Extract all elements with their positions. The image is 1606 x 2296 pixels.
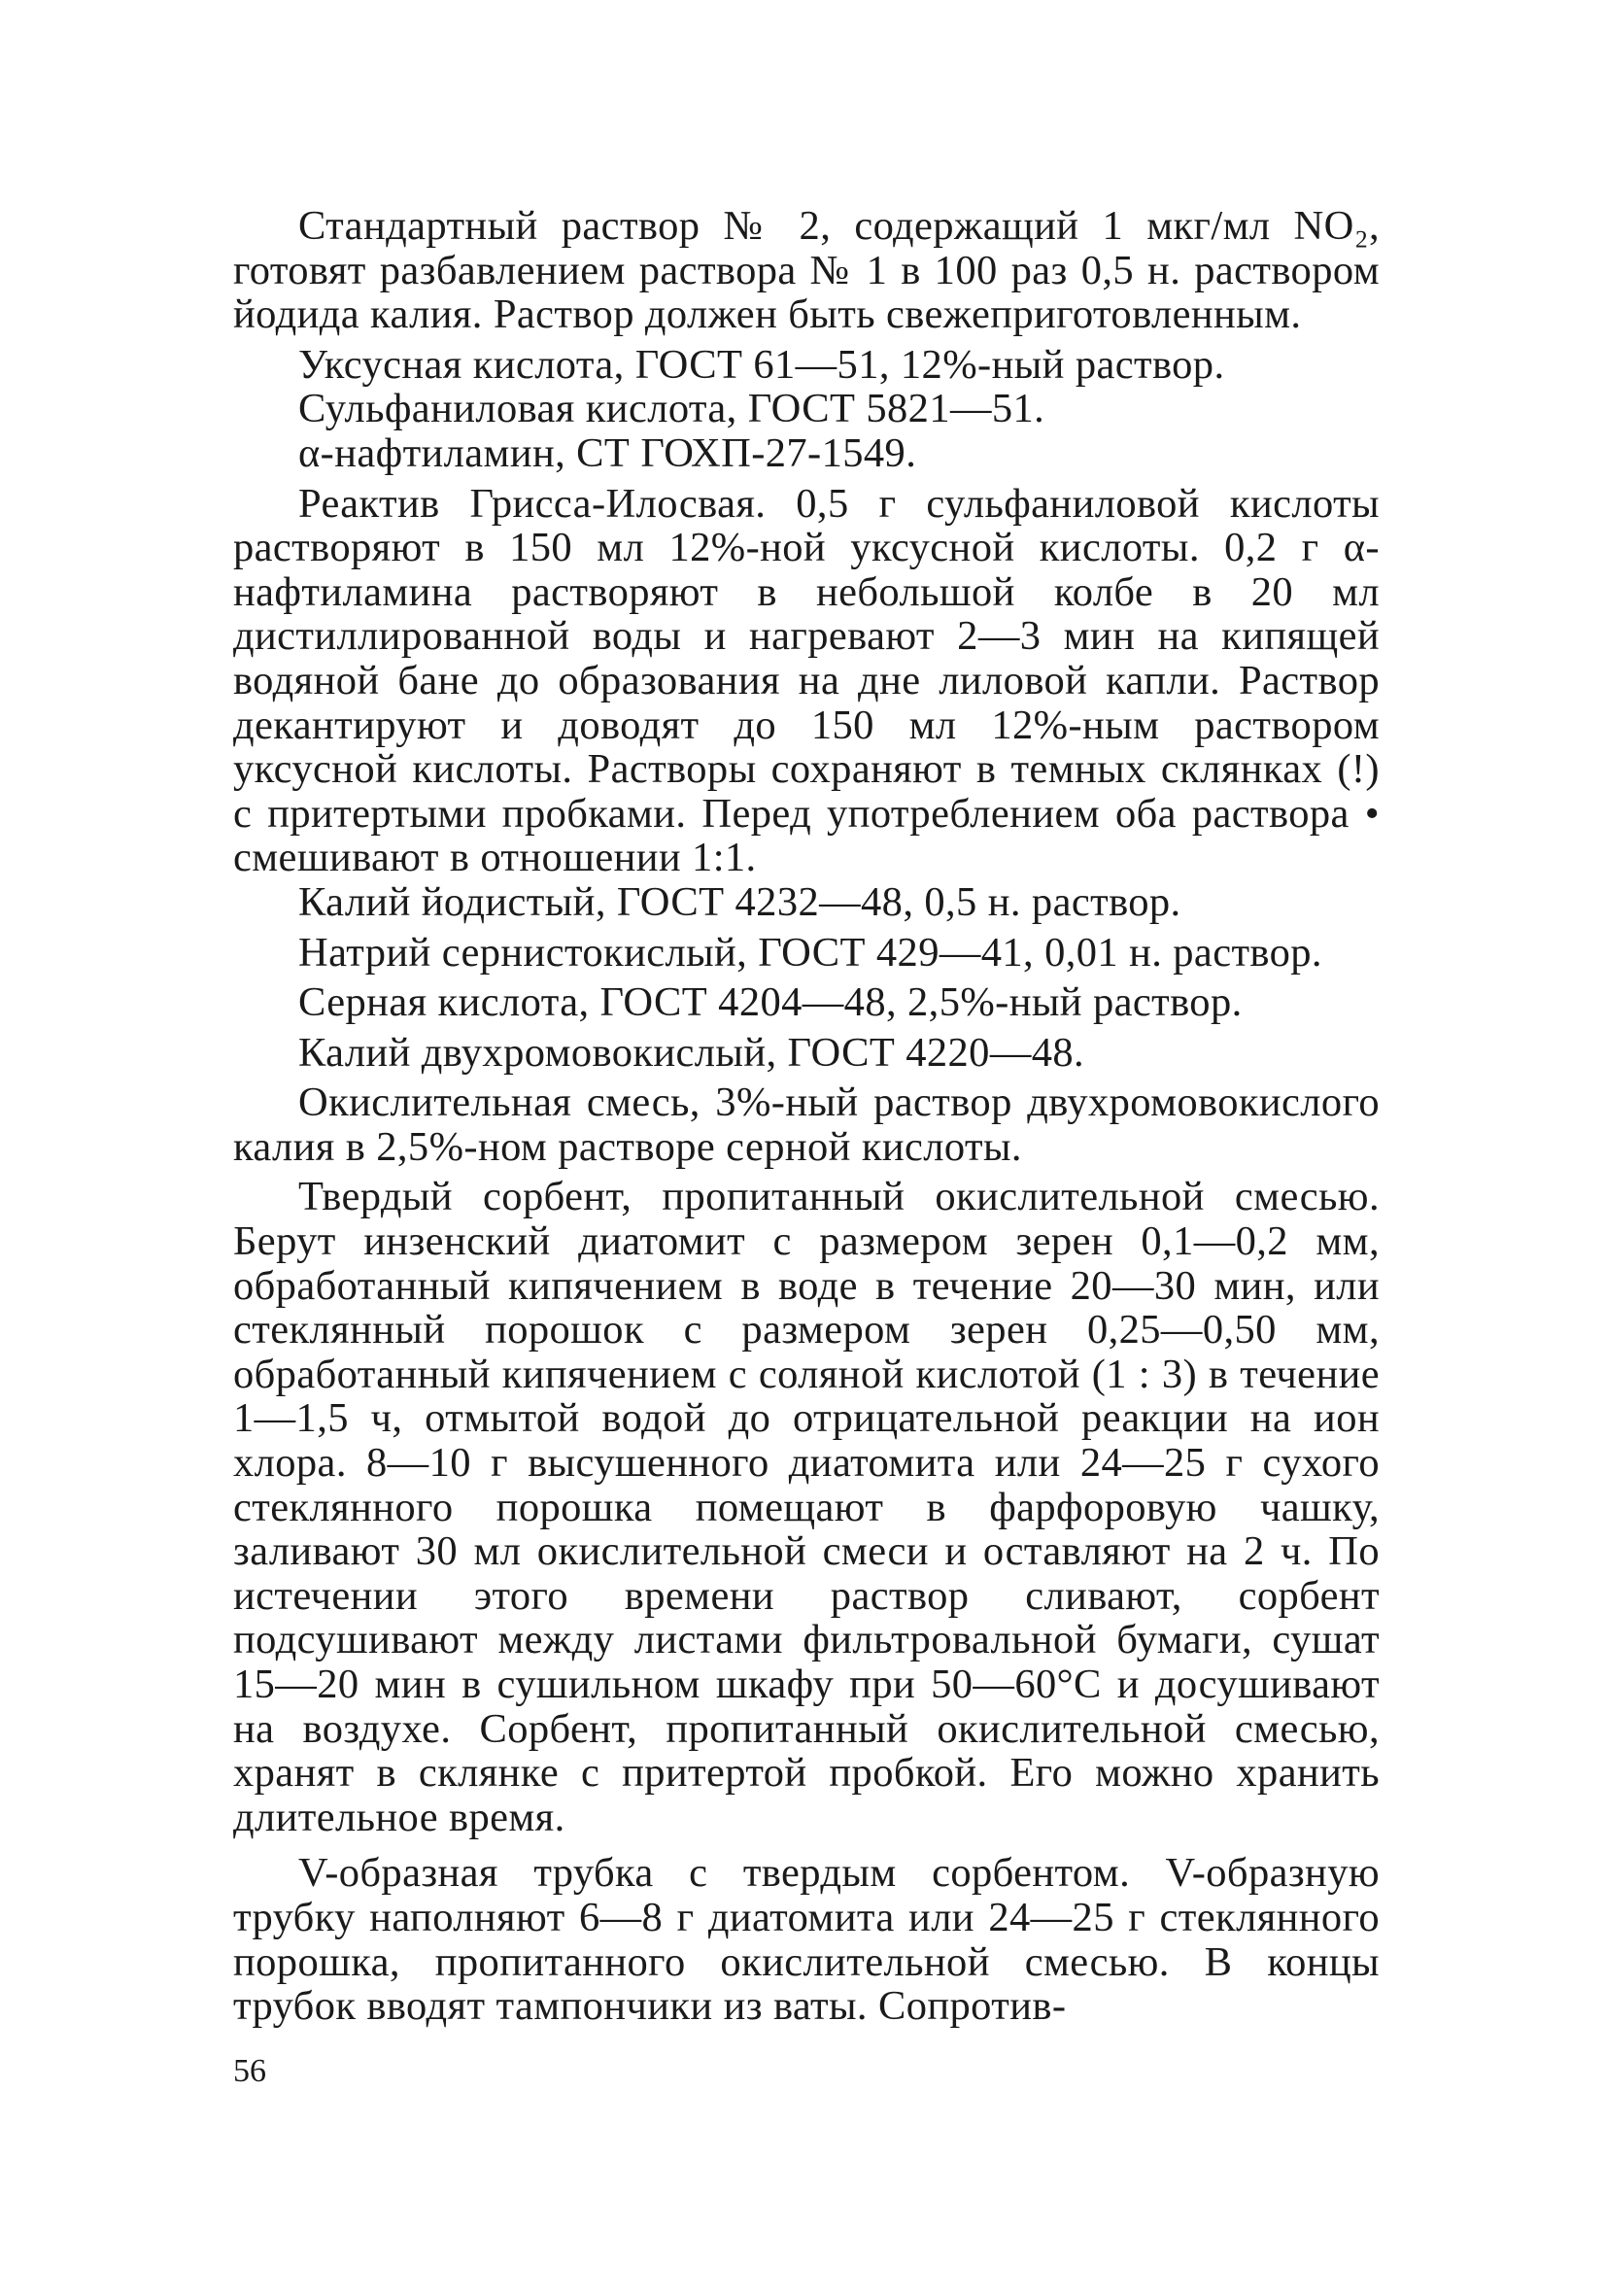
paragraph-potassium-dichromate: Калий двухромовокислый, ГОСТ 4220—48. [298,1029,1085,1076]
paragraph-solid-sorbent: Твердый сорбент, пропитанный окислительной смесью. Берут инзенский диатомит с размером зерен 0,1—0,2 мм, обработанный кипячением в воде в течение 20—30 мин, или стеклянный порошок с размером зерен 0,25—0,50 мм, обработанный кипячением с соляной кислотой (1 : 3) в течение 1—1,5 ч, отмытой водой до отрицательной реакции на ион хлора. 8—10 г высушенного диатомита или 24—25 г сухого стеклянного порошка помещают в фарфоровую чашку, заливают 30 мл окислительной смеси и оставляют на 2 ч. По истечении этого времени раствор сливают, сорбент подсушивают между листами фильтровальной бумаги, сушат 15—20 мин в сушильном шкафу при 50—60°С и досушивают на воздухе. Сорбент, пропитанный окислительной смесью, хранят в склянке с притертой пробкой. Его можно хранить длительное время. [233,1174,1380,1840]
paragraph-naphthylamine: α-нафтиламин, СТ ГОХП-27-1549. [298,429,917,476]
paragraph-sodium-sulfite: Натрий сернистокислый, ГОСТ 429—41, 0,01 н. раствор. [298,929,1322,976]
paragraph-v-tube: V-образная трубка с твердым сорбентом. V-образную трубку наполняют 6—8 г диатомита или 24—25 г стеклянного порошка, пропитанного окислительной смесью. В концы трубок вводят тампончики из ваты. Сопротив- [233,1850,1380,2030]
paragraph-sulfanilic-acid: Сульфаниловая кислота, ГОСТ 5821—51. [298,386,1045,432]
paragraph-oxidizing-mixture: Окислительная смесь, 3%-ный раствор двухромовокислого калия в 2,5%-ном растворе серной кислоты. [233,1079,1380,1170]
paragraph-griess-reagent: Реактив Грисса-Илосвая. 0,5 г сульфаниловой кислоты растворяют в 150 мл 12%-ной уксусной кислоты. 0,2 г α-нафтиламина растворяют в небольшой колбе в 20 мл дистиллированной воды и нагревают 2—3 мин на кипящей водяной бане до образования на дне лиловой капли. Раствор декантируют и доводят до 150 мл 12%-ным раствором уксусной кислоты. Растворы сохраняют в темных склянках (!) с притертыми пробками. Перед употреблением оба раствора • смешивают в отношении 1:1. [233,480,1380,881]
paragraph-sulfuric-acid: Серная кислота, ГОСТ 4204—48, 2,5%-ный раствор. [298,979,1243,1026]
paragraph-potassium-iodide: Калий йодистый, ГОСТ 4232—48, 0,5 н. раствор. [298,878,1181,925]
paragraph-standard-solution: Стандартный раствор № 2, содержащий 1 мкг/мл NO₂, готовят разбавлением раствора № 1 в 100 раз 0,5 н. раствором йодида калия. Раствор должен быть свежеприготовленным. [233,203,1380,338]
paragraph-acetic-acid: Уксусная кислота, ГОСТ 61—51, 12%-ный раствор. [298,341,1225,388]
body-text [233,204,1380,2029]
page-number: 56 [233,2053,266,2089]
